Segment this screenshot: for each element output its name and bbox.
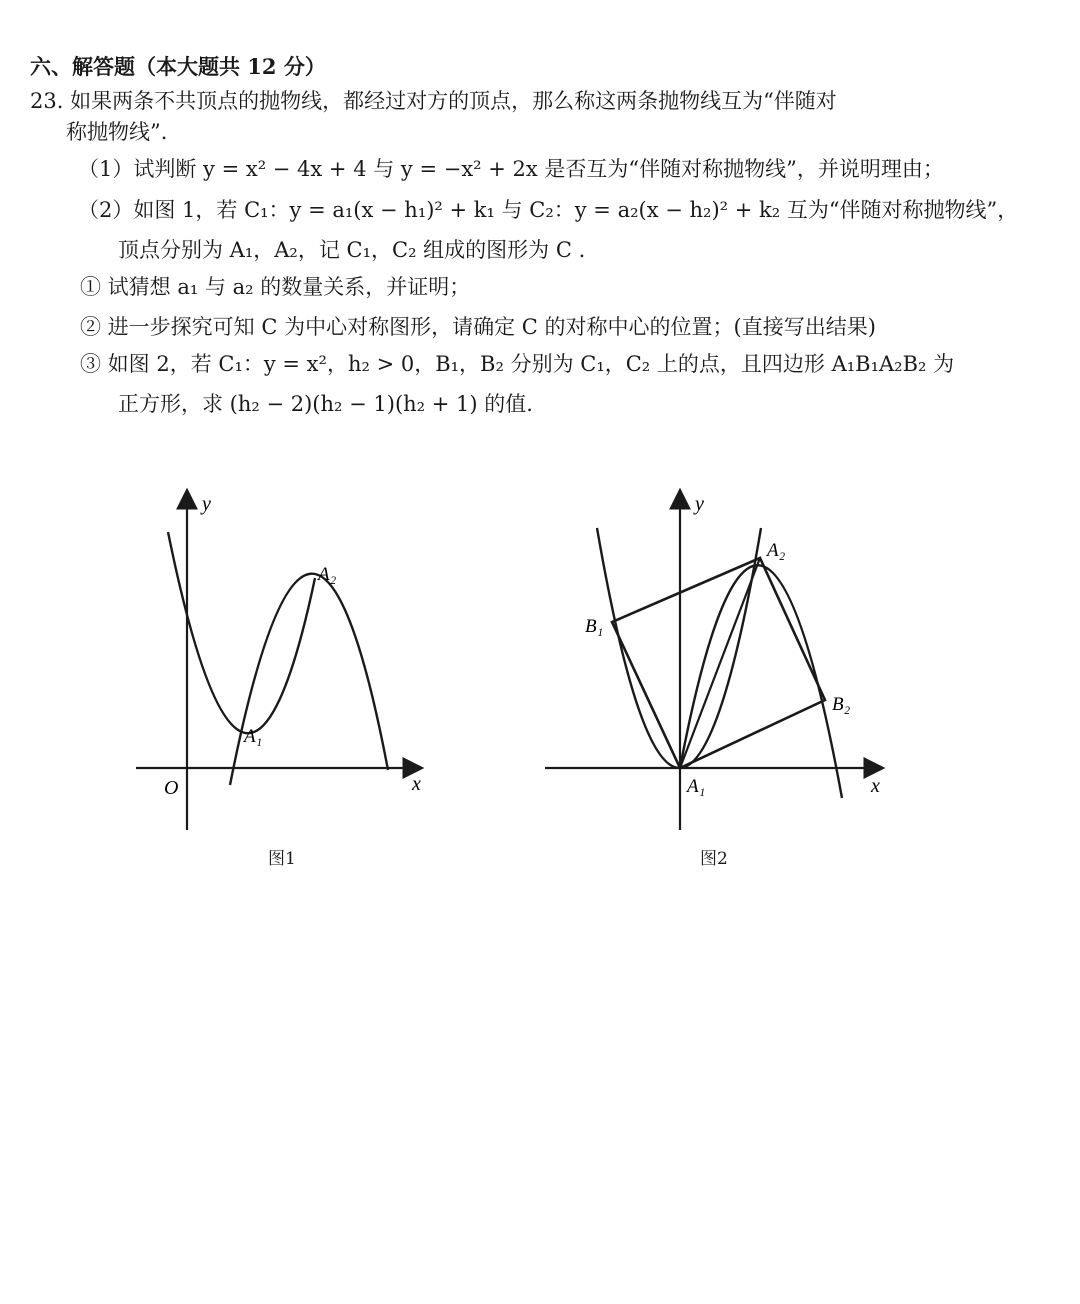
vertex-a1-label: A₁ xyxy=(244,726,263,747)
vertex-a2-label: A₂ xyxy=(767,540,786,561)
part-2-line-2: 顶点分别为 A₁，A₂，记 C₁，C₂ 组成的图形为 C . xyxy=(118,238,586,262)
point-b2-label: B₂ xyxy=(832,694,851,715)
origin-label: O xyxy=(164,777,179,799)
part-1: （1）试判断 y = x² − 4x + 4 与 y = −x² + 2x 是否互为“伴随对称抛物线”，并说明理由； xyxy=(78,157,944,181)
sub-question-3-line-1: ③ 如图 2，若 C₁：y = x²，h₂ > 0，B₁，B₂ 分别为 C₁，C₂ 上的点，且四边形 A₁B₁A₂B₂ 为 xyxy=(80,352,955,376)
square-a1-b1-a2-b2 xyxy=(612,558,825,768)
problem-statement-line-2: 称抛物线”. xyxy=(66,120,168,144)
part-2-line-1: （2）如图 1，若 C₁：y = a₁(x − h₁)² + k₁ 与 C₂：y = a₂(x − h₂)² + k₂ 互为“伴随对称抛物线”， xyxy=(78,198,1019,222)
sub-question-1: ① 试猜想 a₁ 与 a₂ 的数量关系，并证明； xyxy=(80,275,471,299)
problem-statement-line-1: 23. 如果两条不共顶点的抛物线，都经过对方的顶点，那么称这两条抛物线互为“伴随对 xyxy=(30,89,837,113)
vertex-a1-label: A₁ xyxy=(687,776,706,797)
vertex-a2-label: A₂ xyxy=(318,564,337,585)
figure-2-caption: 图2 xyxy=(700,849,728,869)
section-title: 六、解答题（本大题共 12 分） xyxy=(30,54,326,79)
point-b1-label: B₁ xyxy=(585,616,604,637)
x-axis-label: x xyxy=(412,773,421,795)
figure-2 xyxy=(535,480,895,840)
y-axis-label: y xyxy=(202,493,211,515)
y-axis-label: y xyxy=(695,493,704,515)
x-axis-label: x xyxy=(871,775,880,797)
figure-1-caption: 图1 xyxy=(268,849,296,869)
sub-question-2: ② 进一步探究可知 C 为中心对称图形，请确定 C 的对称中心的位置；(直接写出结果) xyxy=(80,315,876,339)
parabola-c1 xyxy=(168,532,315,733)
sub-question-3-line-2: 正方形，求 (h₂ − 2)(h₂ − 1)(h₂ + 1) 的值. xyxy=(118,392,533,416)
figure-1 xyxy=(120,480,440,840)
